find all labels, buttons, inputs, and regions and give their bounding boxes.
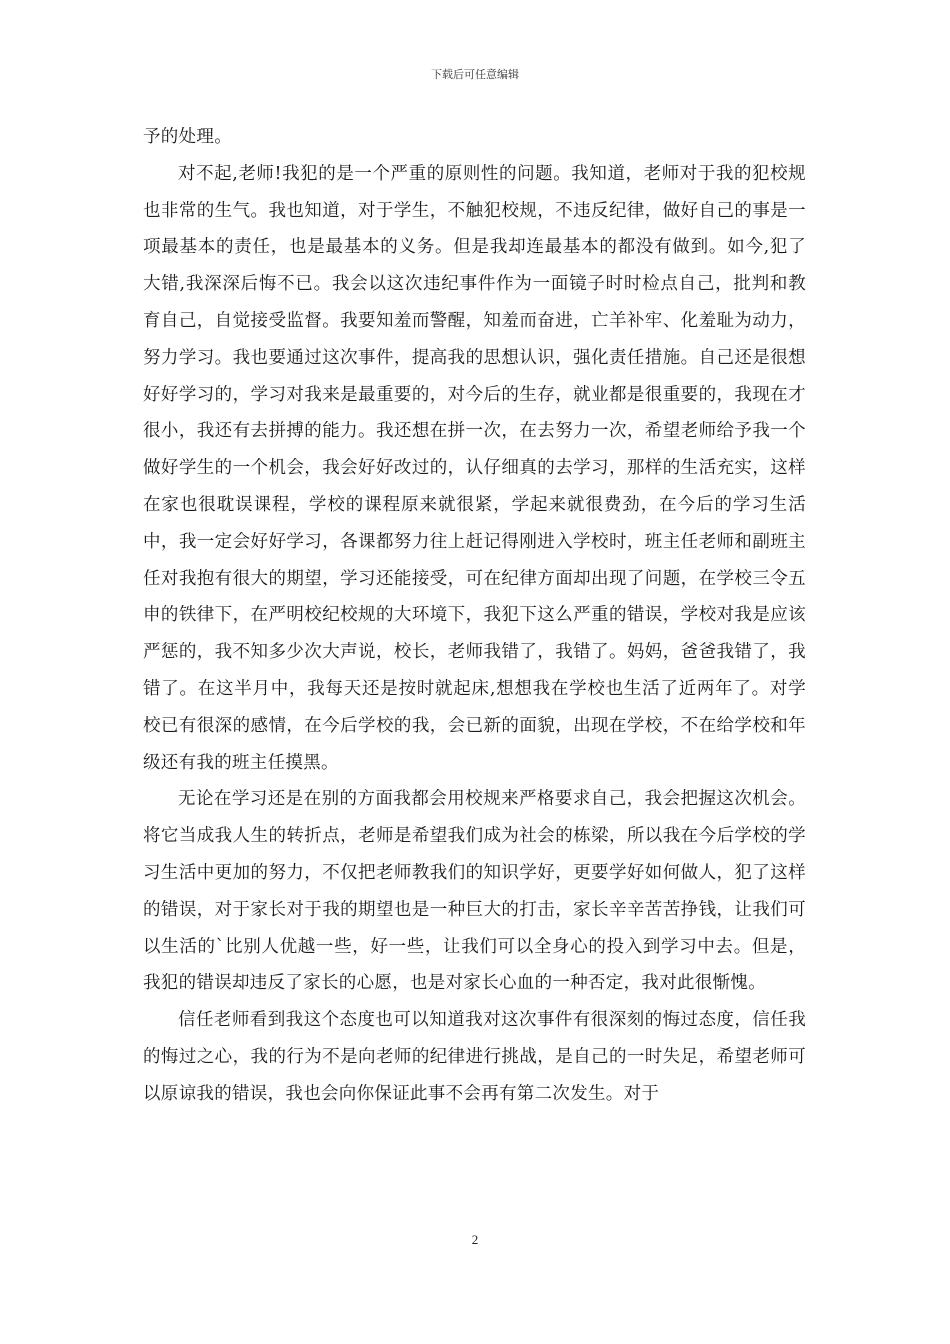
paragraph-1: 予的处理。 bbox=[143, 127, 232, 147]
paragraph-3: 无论在学习还是在别的方面我都会用校规来严格要求自己，我会把握这次机会。将它当成我人生的转折点，老师是希望我们成为社会的栋梁，所以我在今后学校的学习生活中更加的努力，不仅把老师教我们的知识学好，更要学好如何做人，犯了这样的错误，对于家长对于我的期望也是一种巨大的打击，家长辛辛苦苦挣钱，让我们可以生活的`比别人优越一些，好一些，让我们可以全身心的投入到学习中去。但是，我犯的错误却违反了家长的心愿，也是对家长心血的一种否定，我对此很惭愧。 bbox=[143, 789, 806, 994]
document-body bbox=[143, 119, 806, 1113]
paragraph-2: 对不起,老师!我犯的是一个严重的原则性的问题。我知道，老师对于我的犯校规也非常的生气。我也知道，对于学生，不触犯校规，不违反纪律，做好自己的事是一项最基本的责任，也是最基本的义务。但是我却连最基本的都没有做到。如今,犯了大错,我深深后悔不已。我会以这次违纪事件作为一面镜子时时检点自己，批判和教育自己，自觉接受监督。我要知羞而警醒，知羞而奋进，亡羊补牢、化羞耻为动力，努力学习。我也要通过这次事件，提高我的思想认识，强化责任措施。自己还是很想好好学习的，学习对我来是最重要的，对今后的生存，就业都是很重要的，我现在才很小，我还有去拼搏的能力。我还想在拼一次，在去努力一次，希望老师给予我一个做好学生的一个机会，我会好好改过的，认仔细真的去学习，那样的生活充实，这样在家也很耽误课程，学校的课程原来就很紧，学起来就很费劲，在今后的学习生活中，我一定会好好学习，各课都努力往上赶记得刚进入学校时，班主任老师和副班主任对我抱有很大的期望，学习还能接受，可在纪律方面却出现了问题，在学校三令五申的铁律下，在严明校纪校规的大环境下，我犯下这么严重的错误，学校对我是应该严惩的，我不知多少次大声说，校长，老师我错了，我错了。妈妈，爸爸我错了，我错了。在这半月中，我每天还是按时就起床,想想我在学校也生活了近两年了。对学校已有很深的感情，在今后学校的我，会已新的面貌，出现在学校，不在给学校和年级还有我的班主任摸黑。 bbox=[143, 163, 806, 773]
paragraph-4: 信任老师看到我这个态度也可以知道我对这次事件有很深刻的悔过态度，信任我的悔过之心，我的行为不是向老师的纪律进行挑战，是自己的一时失足，希望老师可以原谅我的错误，我也会向你保证此事不会再有第二次发生。对于 bbox=[143, 1010, 806, 1104]
page-number: 2 bbox=[471, 1232, 479, 1247]
page-header: 下载后可任意编辑 bbox=[431, 68, 519, 81]
